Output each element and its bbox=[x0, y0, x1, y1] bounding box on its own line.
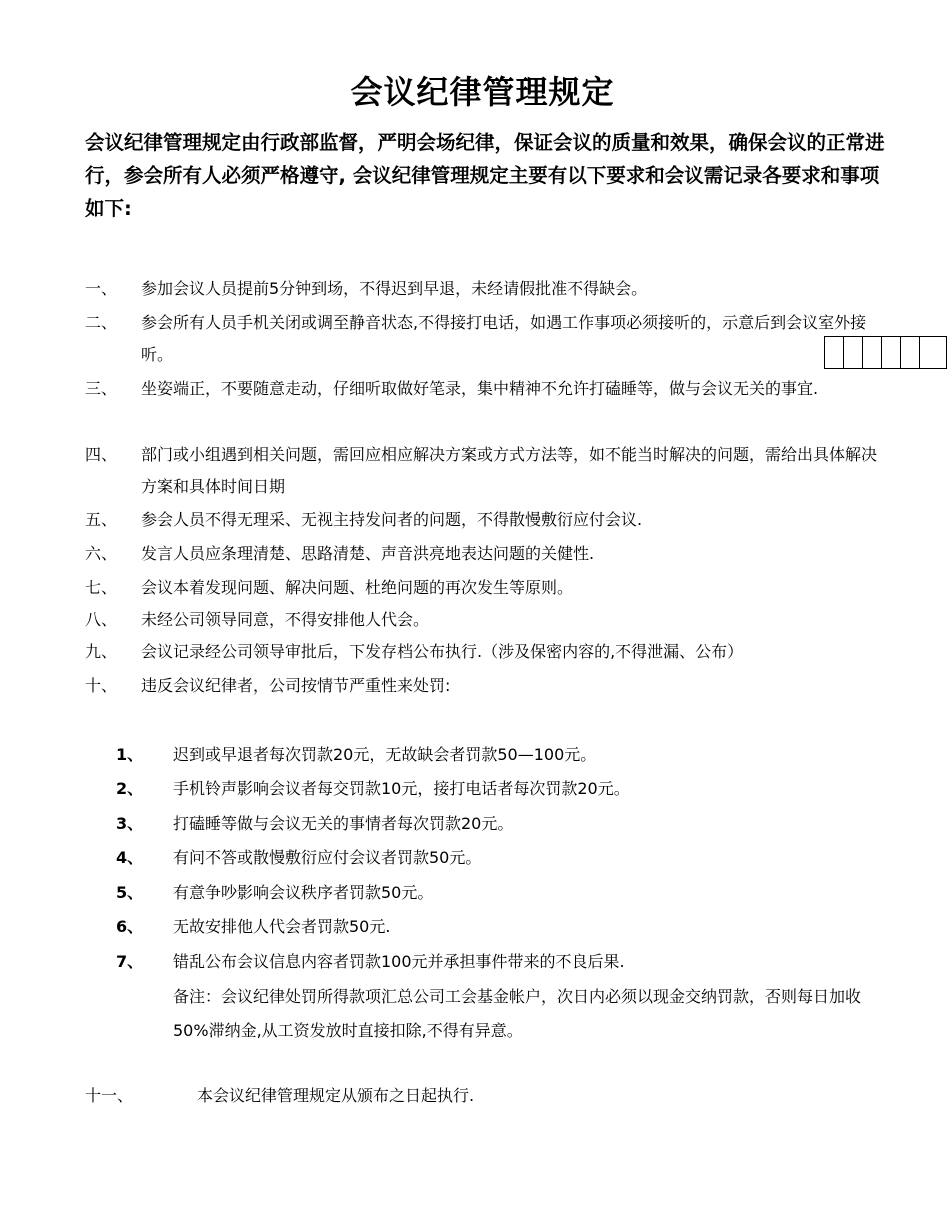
rule-text: 参加会议人员提前5分钟到场，不得迟到早退，未经请假批准不得缺会。 bbox=[141, 279, 648, 298]
final-rule bbox=[85, 1080, 880, 1112]
penalty-number: 1、 bbox=[116, 745, 144, 764]
document-title: 会议纪律管理规定 bbox=[350, 73, 615, 111]
rule-text: 参会所有人员手机关闭或调至静音状态,不得接打电话，如遇工作事项必须接听的，示意后到会议室外接听。 bbox=[141, 313, 867, 364]
penalty-number: 2、 bbox=[116, 779, 144, 798]
rule-item bbox=[85, 636, 880, 668]
penalty-text: 打磕睡等做与会议无关的事情者每次罚款20元。 bbox=[173, 814, 514, 833]
penalty-note: 备注：会议纪律处罚所得款项汇总公司工会基金帐户，次日内必须以现金交纳罚款，否则每日加收50%滞纳金,从工资发放时直接扣除,不得有异意。 bbox=[173, 987, 862, 1040]
penalty-text: 有意争吵影响会议秩序者罚款50元。 bbox=[173, 883, 434, 902]
rule-number: 十一、 bbox=[85, 1086, 134, 1105]
rule-number: 八、 bbox=[85, 610, 118, 629]
penalty-item bbox=[116, 841, 866, 875]
rule-number: 六、 bbox=[85, 544, 118, 563]
rule-item bbox=[85, 439, 880, 503]
penalty-item bbox=[116, 738, 866, 772]
rule-text: 会议本着发现问题、解决问题、杜绝问题的再次发生等原则。 bbox=[141, 578, 574, 597]
penalty-number: 7、 bbox=[116, 952, 144, 971]
rule-number: 四、 bbox=[85, 445, 118, 464]
rule-number: 一、 bbox=[85, 279, 118, 298]
penalty-text: 有问不答或散慢敷衍应付会议者罚款50元。 bbox=[173, 848, 482, 867]
rule-item bbox=[85, 307, 880, 371]
penalty-text: 迟到或早退者每次罚款20元，无故缺会者罚款50—100元。 bbox=[173, 745, 597, 764]
rule-text: 坐姿端正，不要随意走动，仔细听取做好笔录，集中精神不允许打磕睡等，做与会议无关的事宜. bbox=[141, 379, 819, 398]
penalty-item bbox=[116, 910, 866, 944]
penalty-number: 6、 bbox=[116, 917, 144, 936]
rule-number: 二、 bbox=[85, 313, 118, 332]
rule-text: 会议记录经公司领导审批后，下发存档公布执行.（涉及保密内容的,不得泄漏、公布） bbox=[141, 642, 744, 661]
grid-box bbox=[843, 336, 863, 369]
penalty-text: 无故安排他人代会者罚款50元. bbox=[173, 917, 391, 936]
penalty-item bbox=[116, 876, 866, 910]
rule-text: 未经公司领导同意，不得安排他人代会。 bbox=[141, 610, 430, 629]
grid-box bbox=[919, 336, 947, 369]
intro-paragraph: 会议纪律管理规定由行政部监督，严明会场纪律，保证会议的质量和效果，确保会议的正常进行，参会所有人必须严格遵守, 会议纪律管理规定主要有以下要求和会议需记录各要求和事项如下: bbox=[85, 131, 885, 220]
grid-box bbox=[824, 336, 844, 369]
rule-item bbox=[85, 538, 880, 570]
rule-text: 违反会议纪律者，公司按情节严重性来处罚: bbox=[141, 676, 451, 695]
rule-number: 九、 bbox=[85, 642, 118, 661]
rule-number: 五、 bbox=[85, 510, 118, 529]
penalty-item bbox=[116, 772, 866, 806]
grid-box bbox=[881, 336, 901, 369]
rule-item bbox=[85, 273, 880, 305]
rule-number: 十、 bbox=[85, 676, 118, 695]
rule-text: 部门或小组遇到相关问题，需回应相应解决方案或方式方法等，如不能当时解决的问题，需给出具体解决方案和具体时间日期 bbox=[141, 445, 878, 496]
rule-text: 本会议纪律管理规定从颁布之日起执行. bbox=[197, 1086, 475, 1105]
rule-item bbox=[85, 373, 880, 405]
rule-item bbox=[85, 504, 880, 536]
rule-number: 三、 bbox=[85, 379, 118, 398]
rule-text: 发言人员应条理清楚、思路清楚、声音洪亮地表达问题的关健性. bbox=[141, 544, 595, 563]
rule-item bbox=[85, 572, 880, 604]
penalty-item bbox=[116, 945, 866, 979]
grid-box bbox=[862, 336, 882, 369]
rule-item bbox=[85, 604, 880, 636]
penalty-text: 手机铃声影响会议者每交罚款10元，接打电话者每次罚款20元。 bbox=[173, 779, 630, 798]
rule-item bbox=[85, 670, 880, 702]
penalty-number: 4、 bbox=[116, 848, 144, 867]
rule-number: 七、 bbox=[85, 578, 118, 597]
penalty-item bbox=[116, 807, 866, 841]
penalty-number: 3、 bbox=[116, 814, 144, 833]
rule-text: 参会人员不得无理采、无视主持发问者的问题，不得散慢敷衍应付会议. bbox=[141, 510, 643, 529]
grid-box bbox=[900, 336, 920, 369]
penalty-number: 5、 bbox=[116, 883, 144, 902]
margin-grid-boxes bbox=[825, 336, 947, 368]
penalty-text: 错乱公布会议信息内容者罚款100元并承担事件带来的不良后果. bbox=[173, 952, 625, 971]
